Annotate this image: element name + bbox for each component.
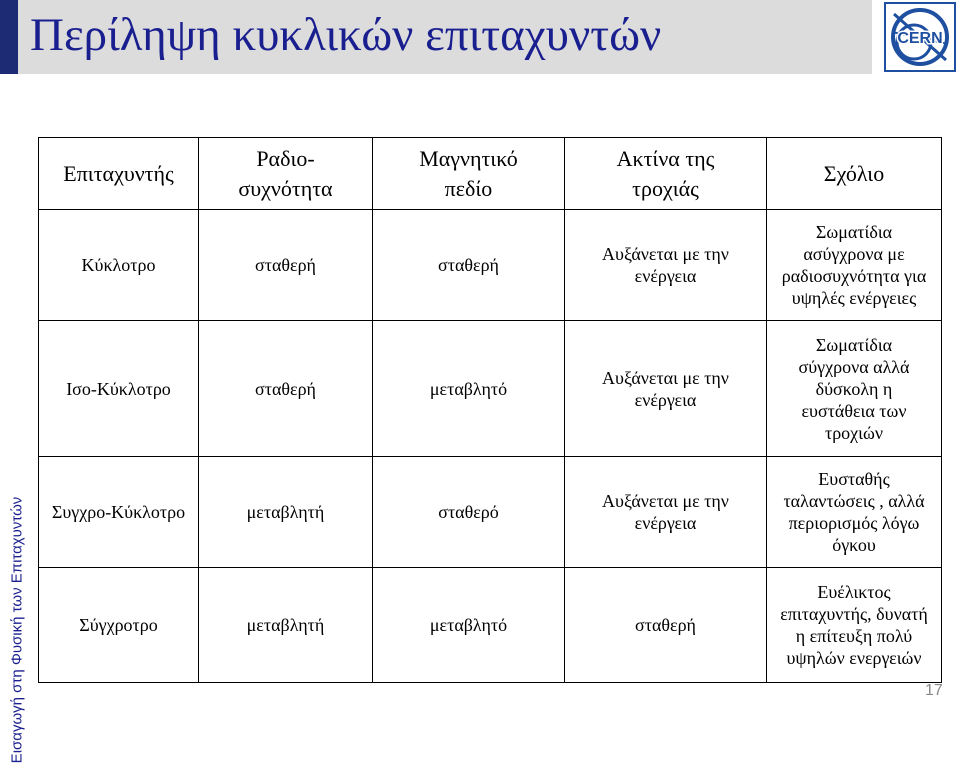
- cell-rf-frequency: μεταβλητή: [199, 457, 373, 568]
- cell-magnetic-field: μεταβλητό: [373, 568, 565, 683]
- cell-accelerator: Σύγχροτρο: [39, 568, 199, 683]
- cern-logo-icon: [884, 2, 956, 72]
- title-accent-bar: [0, 0, 18, 74]
- cell-magnetic-field: μεταβλητό: [373, 321, 565, 457]
- title-band: [0, 0, 872, 74]
- cell-comment: Σωματίδια ασύγχρονα με ραδιοσυχνότητα για υψηλές ενέργειες: [767, 210, 942, 321]
- cell-magnetic-field: σταθερό: [373, 457, 565, 568]
- cell-comment: Ευέλικτος επιταχυντής, δυνατή η επίτευξη πολύ υψηλών ενεργειών: [767, 568, 942, 683]
- cell-comment: Ευσταθής ταλαντώσεις , αλλά περιορισμός λόγω όγκου: [767, 457, 942, 568]
- cell-magnetic-field: σταθερή: [373, 210, 565, 321]
- slide-title: Περίληψη κυκλικών επιταχυντών: [30, 9, 662, 61]
- cell-rf-frequency: σταθερή: [199, 321, 373, 457]
- logo-text: CERN: [897, 30, 943, 47]
- cell-comment: Σωματίδια σύγχρονα αλλά δύσκολη η ευστάθεια των τροχιών: [767, 321, 942, 457]
- sidebar-label: Εισαγωγή στη Φυσική των Επιταχυντών: [8, 496, 26, 763]
- cell-rf-frequency: μεταβλητή: [199, 568, 373, 683]
- header-rf-frequency: Ραδιο- συχνότητα: [199, 138, 373, 210]
- cell-accelerator: Συγχρο-Κύκλοτρο: [39, 457, 199, 568]
- header-magnetic-field: Μαγνητικό πεδίο: [373, 138, 565, 210]
- cern-logo-graphic: [884, 2, 956, 72]
- table-row: [39, 457, 942, 568]
- accelerator-table: [38, 137, 942, 683]
- table-row: [39, 210, 942, 321]
- page-number: 17: [925, 682, 943, 699]
- table-row: [39, 568, 942, 683]
- table-header-row: [39, 138, 942, 210]
- cell-rf-frequency: σταθερή: [199, 210, 373, 321]
- table-row: [39, 321, 942, 457]
- header-comment: Σχόλιο: [767, 138, 942, 210]
- cell-orbit-radius: Αυξάνεται με την ενέργεια: [565, 457, 767, 568]
- header-orbit-radius: Ακτίνα της τροχιάς: [565, 138, 767, 210]
- cell-orbit-radius: Αυξάνεται με την ενέργεια: [565, 321, 767, 457]
- cell-orbit-radius: σταθερή: [565, 568, 767, 683]
- sidebar: [0, 74, 34, 763]
- cell-accelerator: Ισο-Κύκλοτρο: [39, 321, 199, 457]
- cell-orbit-radius: Αυξάνεται με την ενέργεια: [565, 210, 767, 321]
- header-accelerator: Επιταχυντής: [39, 138, 199, 210]
- cell-accelerator: Κύκλοτρο: [39, 210, 199, 321]
